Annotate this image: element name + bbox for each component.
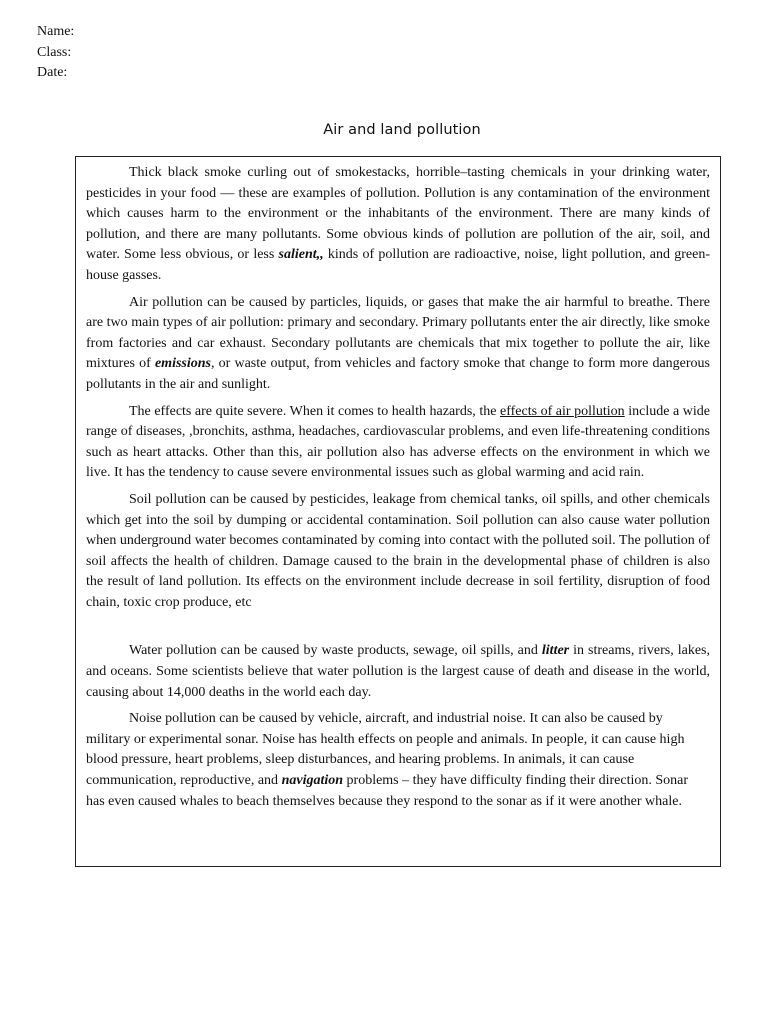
paragraph-noise-text-end: problems – they have difficulty finding their direction. Sonar has even caused whales to beach themselves because they respond to the sonar as if it were another whale. [86, 773, 689, 809]
keyword-litter: litter [541, 643, 570, 659]
paragraph-effects-text-end: include a wide range of diseases, ,bronchits, asthma, headaches, cardiovascular problems, and even life-threatening conditions such as heart attacks. Other than this, air pollution also has adverse effects on the environment in which we live. It has the tendency to cause severe environmental issues such as global warming and acid rain. [86, 403, 710, 481]
date-label: Date: [37, 65, 68, 80]
paragraph-water-text-end: in streams, rivers, lakes, and oceans. Some scientists believe that water pollution is the largest cause of death and disease in the world, causing about 14,000 deaths in the world each day. [86, 643, 710, 700]
student-info-header [37, 22, 74, 84]
paragraph-water-pollution [86, 641, 710, 703]
reading-passage-box [75, 156, 721, 867]
paragraph-effects [86, 402, 710, 484]
paragraph-air-text-end: , or waste output, from vehicles and factory smoke that change to form more dangerous pollutants in the air and sunlight. [86, 356, 710, 392]
underlined-effects-of-air-pollution: effects of air pollution [499, 403, 625, 419]
paragraph-intro-text-end: kinds of pollution are radioactive, noise, light pollution, and green-house gasses. [86, 247, 710, 283]
keyword-salient: salient,, [278, 247, 324, 263]
keyword-navigation: navigation [281, 773, 344, 789]
paragraph-soil-text: Soil pollution can be caused by pesticides, leakage from chemical tanks, oil spills, and other chemicals which get into the soil by dumping or accidental contamination. Soil pollution can also cause water pollution when underground water becomes contaminated by coming into contact with the polluted soil. The pollution of soil affects the health of children. Damage caused to the brain in the developmental phase of children is also the result of land pollution. Its effects on the environment include decrease in soil fertility, disruption of food chain, toxic crop produce, etc [86, 491, 710, 610]
class-label: Class: [37, 44, 72, 60]
paragraph-air-pollution [86, 293, 710, 396]
page-title: Air and land pollution [323, 122, 481, 138]
paragraph-noise-pollution [86, 709, 710, 812]
paragraph-water-text: Water pollution can be caused by waste products, sewage, oil spills, and [129, 643, 542, 659]
paragraph-intro [86, 163, 710, 287]
paragraph-air-text: Air pollution can be caused by particles, liquids, or gases that make the air harmful to breathe. There are two main types of air pollution: primary and secondary. Primary pollutants enter the air directly, like smoke from factories and car exhaust. Secondary pollutants are chemicals that mix together to pollute the air, like mixtures of [86, 294, 710, 372]
keyword-emissions: emissions [154, 356, 211, 372]
paragraph-soil-pollution [86, 490, 710, 614]
paragraph-effects-text: The effects are quite severe. When it comes to health hazards, the [129, 403, 500, 419]
paragraph-intro-text: Thick black smoke curling out of smokestacks, horrible–tasting chemicals in your drinking water, pesticides in your food — these are examples of pollution. Pollution is any contamination of the environment which causes harm to the environment or the inhabitants of the environment. There are many kinds of pollution, and there are many pollutants. Some obvious kinds of pollution are pollution of the air, soil, and water. Some less obvious, or less [86, 165, 710, 263]
name-label: Name: [37, 24, 75, 39]
paragraph-noise-text: Noise pollution can be caused by vehicle, aircraft, and industrial noise. It can also be caused by military or experimental sonar. Noise has health effects on people and animals. In people, it can cause high blood pressure, heart problems, sleep disturbances, and hearing problems. In animals, it can cause communication, reproductive, and [86, 711, 685, 789]
